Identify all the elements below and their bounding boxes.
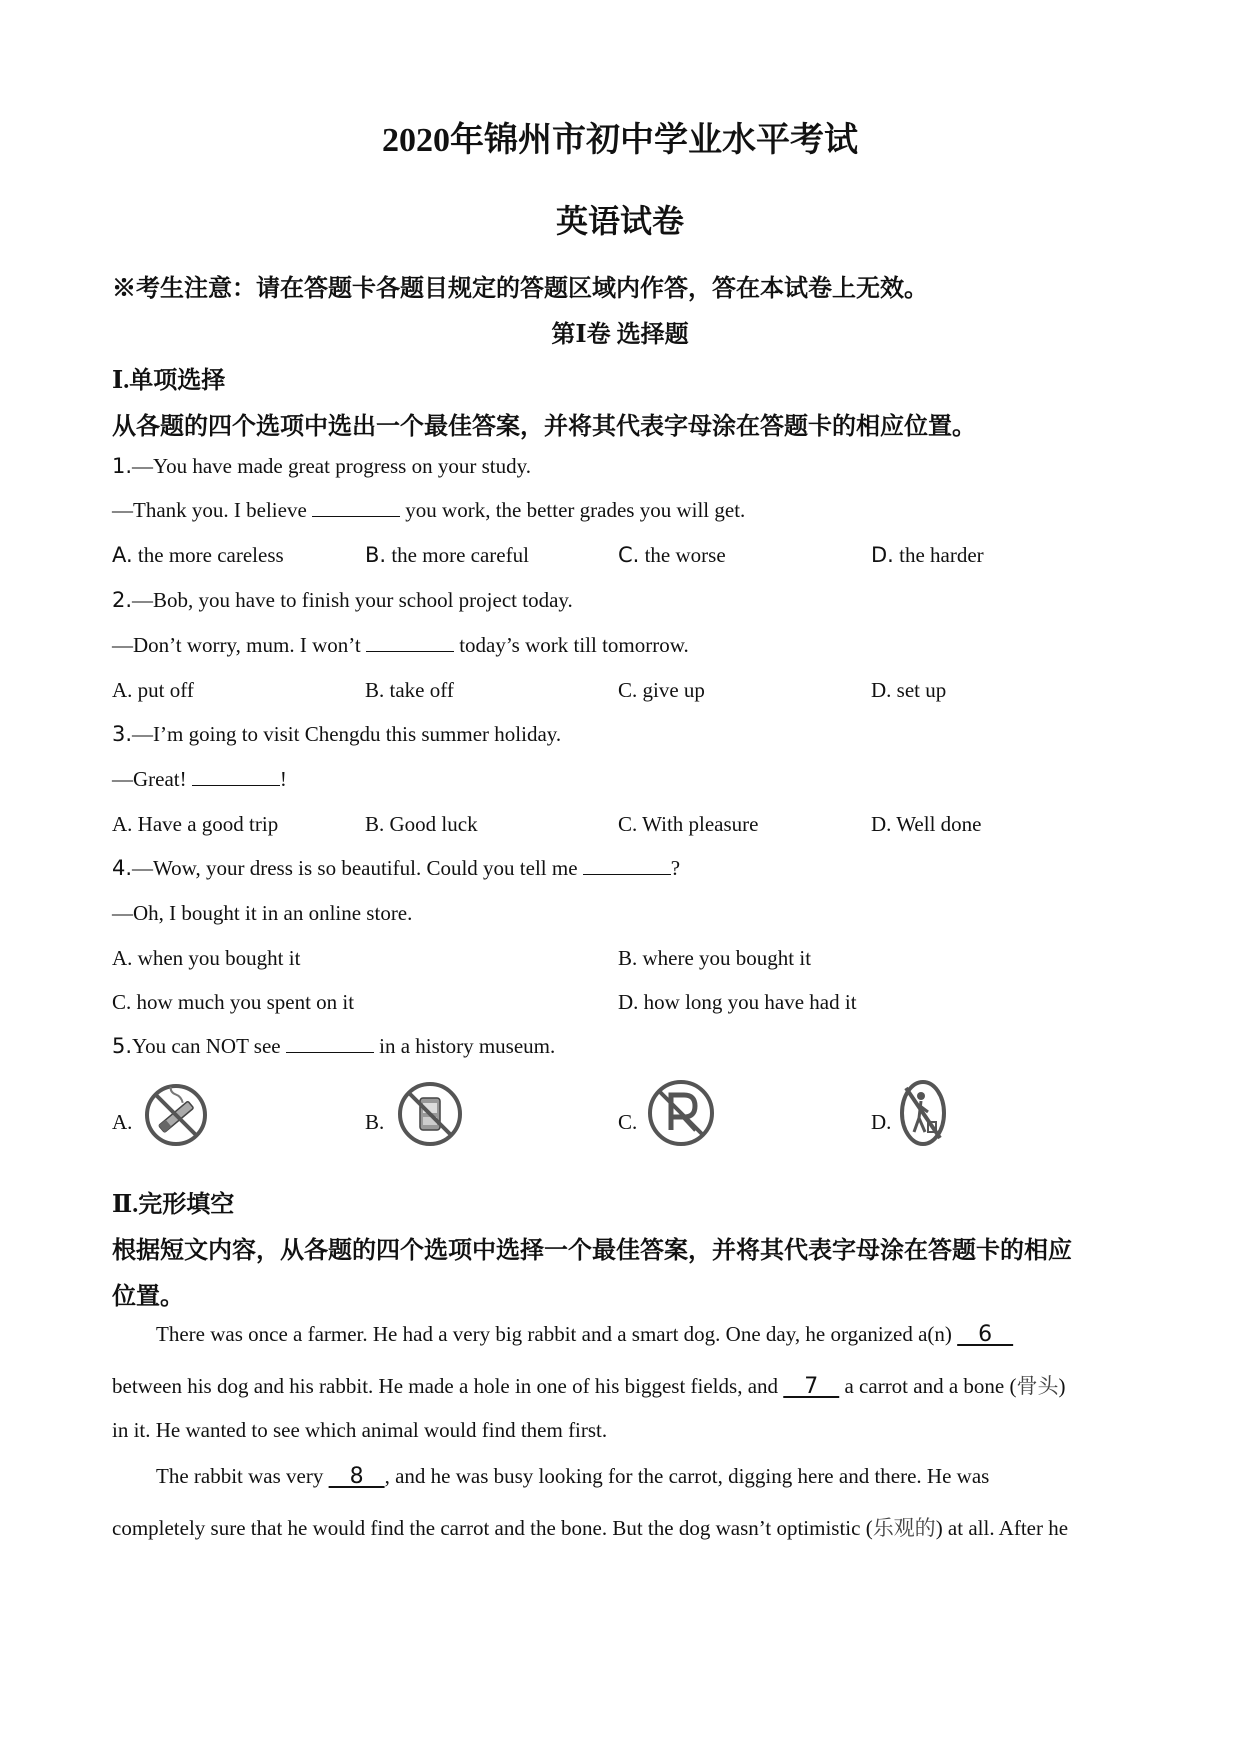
no-drinks-icon [396,1080,464,1148]
option-a: A. when you bought it [112,946,301,970]
option-a: A. put off [112,678,194,702]
question-2-line-2 [112,633,689,658]
option-d: D. how long you have had it [618,990,857,1014]
option-d [871,543,984,568]
passage-text: , and he was busy looking for the carrot, digging here and there. He was [384,1464,990,1488]
question-text: you work, the better grades you will get. [405,498,746,522]
question-3-line-1 [112,722,561,747]
answer-blank [192,767,280,786]
cloze-blank-8: 8 [328,1464,385,1489]
question-text: today’s work till tomorrow. [459,633,689,657]
option-a-label: A. [112,1110,133,1134]
question-number: 1. [112,454,133,478]
no-smoking-icon [143,1082,209,1148]
question-text: You can NOT see [132,1034,281,1058]
answer-blank [286,1034,374,1053]
question-text: —I’m going to visit Chengdu this summer holiday. [132,722,562,746]
option-letter: A. [112,543,133,567]
passage-text: ) [1058,1374,1066,1398]
question-text: ! [279,767,287,791]
passage-line-3: in it. He wanted to see which animal would find them first. [112,1418,608,1442]
answer-blank [583,856,671,875]
option-b: B. where you bought it [618,946,812,970]
option-c: C. With pleasure [618,812,759,836]
question-4-line-2: —Oh, I bought it in an online store. [112,901,413,925]
chinese-gloss: 骨头 [1016,1374,1059,1398]
option-b [365,543,529,568]
volume-heading: 第Ⅰ卷 选择题 [551,322,689,348]
option-letter: B. [365,543,387,567]
section1-instruction: 从各题的四个选项中选出一个最佳答案，并将其代表字母涂在答题卡的相应位置。 [112,414,976,440]
option-c-label: C. [618,1110,638,1134]
option-a: A. Have a good trip [112,812,279,836]
option-letter: D. [871,543,894,567]
no-littering-icon [898,1078,948,1148]
exam-title: 2020年锦州市初中学业水平考试 [382,122,858,159]
option-text: the more careful [391,543,529,567]
cloze-blank-7: 7 [783,1374,840,1399]
question-3-line-2 [112,767,287,792]
section2-instruction-line-2: 位置。 [112,1284,184,1310]
option-c [618,543,726,568]
chinese-gloss: 乐观的 [872,1516,936,1540]
section2-instruction-line-1: 根据短文内容，从各题的四个选项中选择一个最佳答案，并将其代表字母涂在答题卡的相应 [112,1238,1072,1264]
option-b: B. Good luck [365,812,478,836]
answer-blank [312,498,400,517]
question-1-line-2 [112,498,745,523]
option-text: the worse [644,543,726,567]
question-text: —Wow, your dress is so beautiful. Could you tell me [132,856,578,880]
no-parking-icon [646,1078,716,1148]
passage-text: ) at all. After he [935,1516,1069,1540]
option-c: C. how much you spent on it [112,990,355,1014]
option-letter: C. [618,543,640,567]
cloze-blank-6: 6 [957,1322,1014,1347]
passage-line-4 [156,1464,989,1489]
passage-line-5 [112,1512,1068,1542]
passage-line-2 [112,1370,1065,1400]
notice: ※考生注意：请在答题卡各题目规定的答题区域内作答，答在本试卷上无效。 [112,276,928,302]
question-text: —Bob, you have to finish your school project today. [132,588,573,612]
question-number: 5. [112,1034,133,1058]
option-text: the harder [899,543,984,567]
question-2-line-1 [112,588,573,613]
question-text: ? [670,856,681,880]
question-5-line-1 [112,1034,555,1059]
question-text: —Don’t worry, mum. I won’t [112,633,361,657]
option-a [112,543,284,568]
section2-heading: Ⅱ.完形填空 [112,1192,235,1218]
passage-text: between his dog and his rabbit. He made a hole in one of his biggest fields, and [112,1374,779,1398]
option-d: D. set up [871,678,947,702]
question-number: 4. [112,856,133,880]
option-b-label: B. [365,1110,385,1134]
option-d: D. Well done [871,812,982,836]
option-b: B. take off [365,678,454,702]
option-text: the more careless [137,543,284,567]
question-text: —Thank you. I believe [112,498,307,522]
question-number: 3. [112,722,133,746]
option-c: C. give up [618,678,705,702]
passage-text: a carrot and a bone ( [844,1374,1017,1398]
passage-text: The rabbit was very [156,1464,324,1488]
question-number: 2. [112,588,133,612]
question-text: —Great! [112,767,187,791]
section1-heading: Ⅰ.单项选择 [112,368,226,394]
question-text: —You have made great progress on your study. [132,454,531,478]
passage-text: There was once a farmer. He had a very big rabbit and a smart dog. One day, he organized a(n) [156,1322,952,1346]
question-4-line-1 [112,856,680,881]
answer-blank [366,633,454,652]
option-d-label: D. [871,1110,892,1134]
question-text: in a history museum. [379,1034,556,1058]
question-1-line-1 [112,454,531,479]
passage-line-1 [156,1322,1013,1347]
exam-subtitle: 英语试卷 [555,203,684,239]
passage-text: completely sure that he would find the carrot and the bone. But the dog wasn’t optimistic ( [112,1516,873,1540]
